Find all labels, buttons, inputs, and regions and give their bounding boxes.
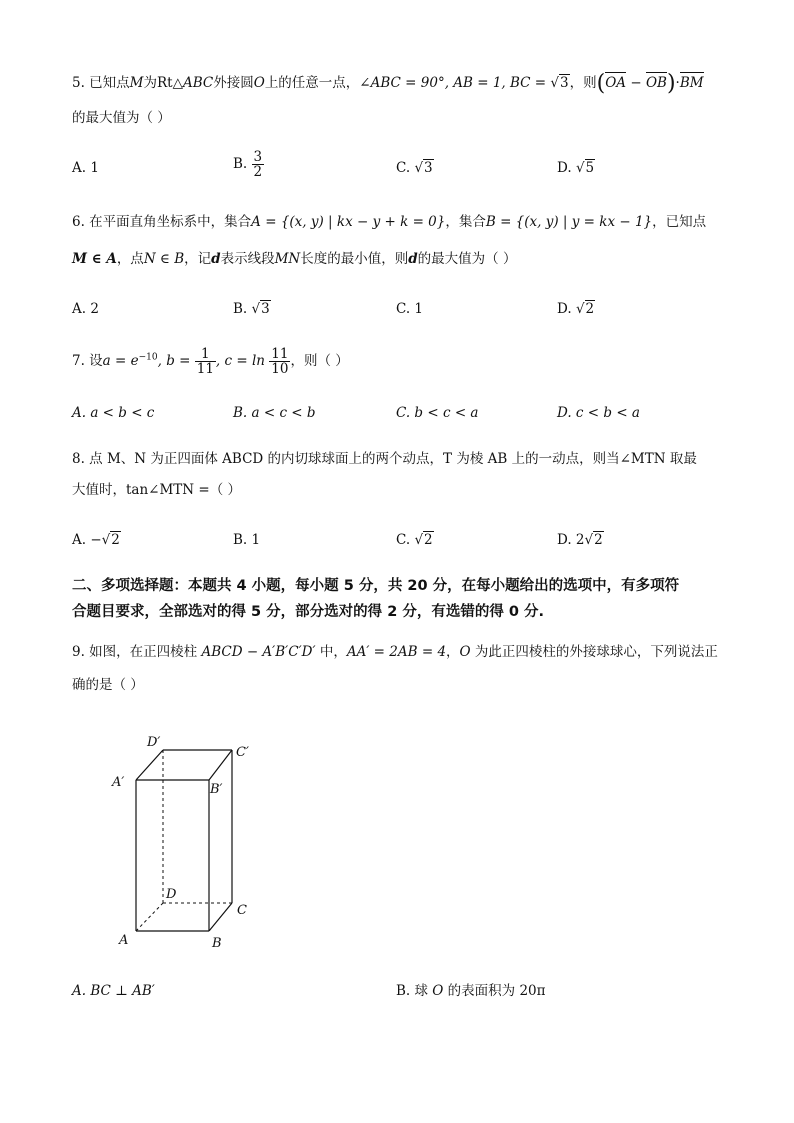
label-Bp: B′ — [210, 782, 223, 797]
prism-figure — [100, 725, 270, 955]
edge-BpCp — [209, 750, 232, 780]
q5-stem-line2: 的最大值为（ ） — [72, 110, 171, 126]
q9-option-b: B. 球 O 的表面积为 20π — [396, 983, 546, 999]
q8-option-a: A. −√2 — [72, 532, 120, 548]
q7-option-a: A. a < b < c — [72, 405, 155, 421]
q9-stem: 9. 如图，在正四棱柱 ABCD − A′B′C′D′ 中，AA′ = 2AB = 4，O 为此正四棱柱的外接球球心，下列说法正 — [72, 644, 718, 660]
section2-heading: 二、多项选择题：本题共 4 小题，每小题 5 分，共 20 分，在每小题给出的选项中，有多项符 — [72, 578, 680, 594]
label-A: A — [119, 933, 129, 948]
q5-stem: 5. 已知点M为Rt△ABC外接圆O上的任意一点，∠ABC = 90°, AB = 1, BC = √3，则(OA − OB)·BM — [72, 71, 704, 96]
q5-option-a: A. 1 — [72, 160, 99, 176]
q6-option-b: B. √3 — [233, 301, 270, 317]
q8-stem-line2: 大值时，tan∠MTN =（ ） — [72, 482, 242, 498]
edge-ApDp — [136, 750, 163, 780]
label-C: C — [237, 903, 247, 918]
q7-stem: 7. 设$a = e^{-10}$, b = $\frac{1}{11}$ , c = ln $\frac{11}{10}$ ，则（ ） — [72, 346, 349, 377]
q5-option-b: B. $\frac{3}{2}$ — [233, 149, 263, 180]
q9-stem-line2: 确的是（ ） — [72, 677, 144, 693]
q7-option-d: D. c < b < a — [557, 405, 640, 421]
q6-stem: 6. 在平面直角坐标系中，集合A = {(x, y) | kx − y + k = 0}，集合B = {(x, y) | y = kx − 1}，已知点 — [72, 214, 707, 230]
q6-stem-line2: M ∈ A，点N ∈ B，记d表示线段MN长度的最小值，则d的最大值为（ ） — [72, 251, 517, 267]
q6-option-c: C. 1 — [396, 301, 424, 317]
q5-option-c: C. √3 — [396, 160, 433, 176]
q6-option-a: A. 2 — [72, 301, 99, 317]
edge-AD — [136, 903, 163, 931]
prism-hidden-edges — [136, 750, 232, 931]
edge-BC — [209, 903, 232, 931]
label-Cp: C′ — [236, 745, 249, 760]
label-B: B — [212, 936, 222, 951]
label-Dp: D′ — [147, 735, 161, 750]
q9-option-a: A. BC ⊥ AB′ — [72, 983, 155, 999]
q6-option-d: D. √2 — [557, 301, 595, 317]
section2-heading-line2: 合题目要求，全部选对的得 5 分，部分选对的得 2 分，有选错的得 0 分. — [72, 604, 545, 620]
q5-option-d: D. √5 — [557, 160, 595, 176]
q7-frac-c: $\frac{11}{10}$ — [271, 346, 289, 377]
prism-solid-edges — [136, 750, 232, 931]
q7-frac-b: $\frac{1}{11}$ — [196, 346, 214, 377]
q8-option-d: D. 2√2 — [557, 532, 603, 548]
q7-option-c: C. b < c < a — [396, 405, 479, 421]
q8-stem: 8. 点 M、N 为正四面体 ABCD 的内切球球面上的两个动点，T 为棱 AB 上的一动点，则当∠MTN 取最 — [72, 451, 697, 467]
q5-sqrt3: √3 — [550, 75, 569, 91]
q8-option-c: C. √2 — [396, 532, 433, 548]
label-D: D — [166, 887, 177, 902]
label-Ap: A′ — [112, 775, 125, 790]
q7-option-b: B. a < c < b — [233, 405, 316, 421]
q8-option-b: B. 1 — [233, 532, 261, 548]
